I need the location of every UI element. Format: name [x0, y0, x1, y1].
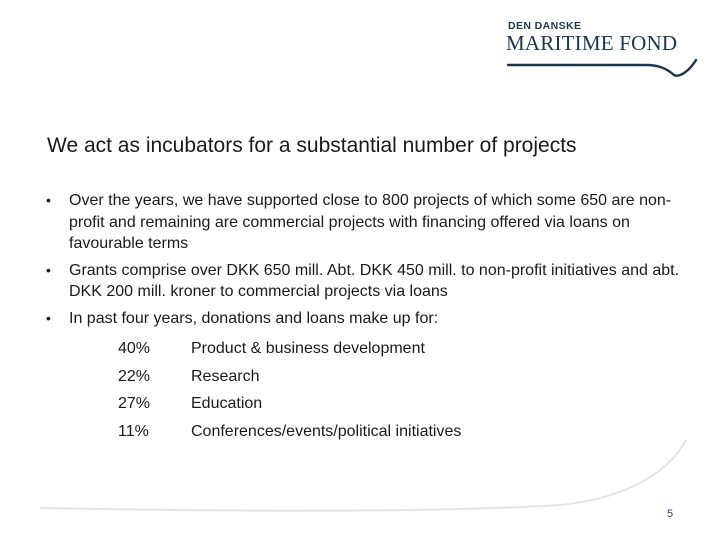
allocation-percent: 27%	[118, 395, 151, 412]
logo-line-1: DEN DANSKE	[508, 20, 582, 32]
bullet-item	[46, 260, 686, 303]
allocation-label: Research	[191, 368, 260, 385]
page-number: 5	[667, 508, 674, 520]
bullet-item	[46, 308, 686, 330]
slide-title: We act as incubators for a substantial number of projects	[47, 134, 577, 157]
bullet-text: Grants comprise over DKK 650 mill. Abt. DKK 450 mill. to non-profit initiatives and abt. DKK 200 mill. kroner to commercial projects via loans	[69, 261, 680, 300]
logo-line-2: MARITIME FOND	[506, 31, 678, 55]
allocation-label: Product & business development	[191, 340, 425, 357]
logo	[506, 20, 696, 76]
bullet-marker: •	[46, 261, 51, 278]
allocation-percent: 22%	[118, 368, 151, 385]
footer-curve-decoration	[0, 430, 720, 540]
bullet-list	[46, 190, 686, 334]
allocation-percent: 40%	[118, 340, 151, 357]
bullet-item	[46, 190, 686, 255]
allocation-percent: 11%	[118, 423, 149, 440]
bullet-text: Over the years, we have supported close to 800 projects of which some 650 are non-profit and remaining are commercial projects with financing offered via loans on favourable terms	[69, 192, 672, 252]
allocation-label: Education	[191, 395, 263, 412]
bullet-text: In past four years, donations and loans make up for:	[69, 309, 439, 327]
bullet-marker: •	[46, 192, 51, 208]
allocation-label: Conferences/events/political initiatives	[191, 423, 462, 440]
logo-wave-icon	[506, 48, 702, 78]
bullet-marker: •	[46, 309, 51, 326]
